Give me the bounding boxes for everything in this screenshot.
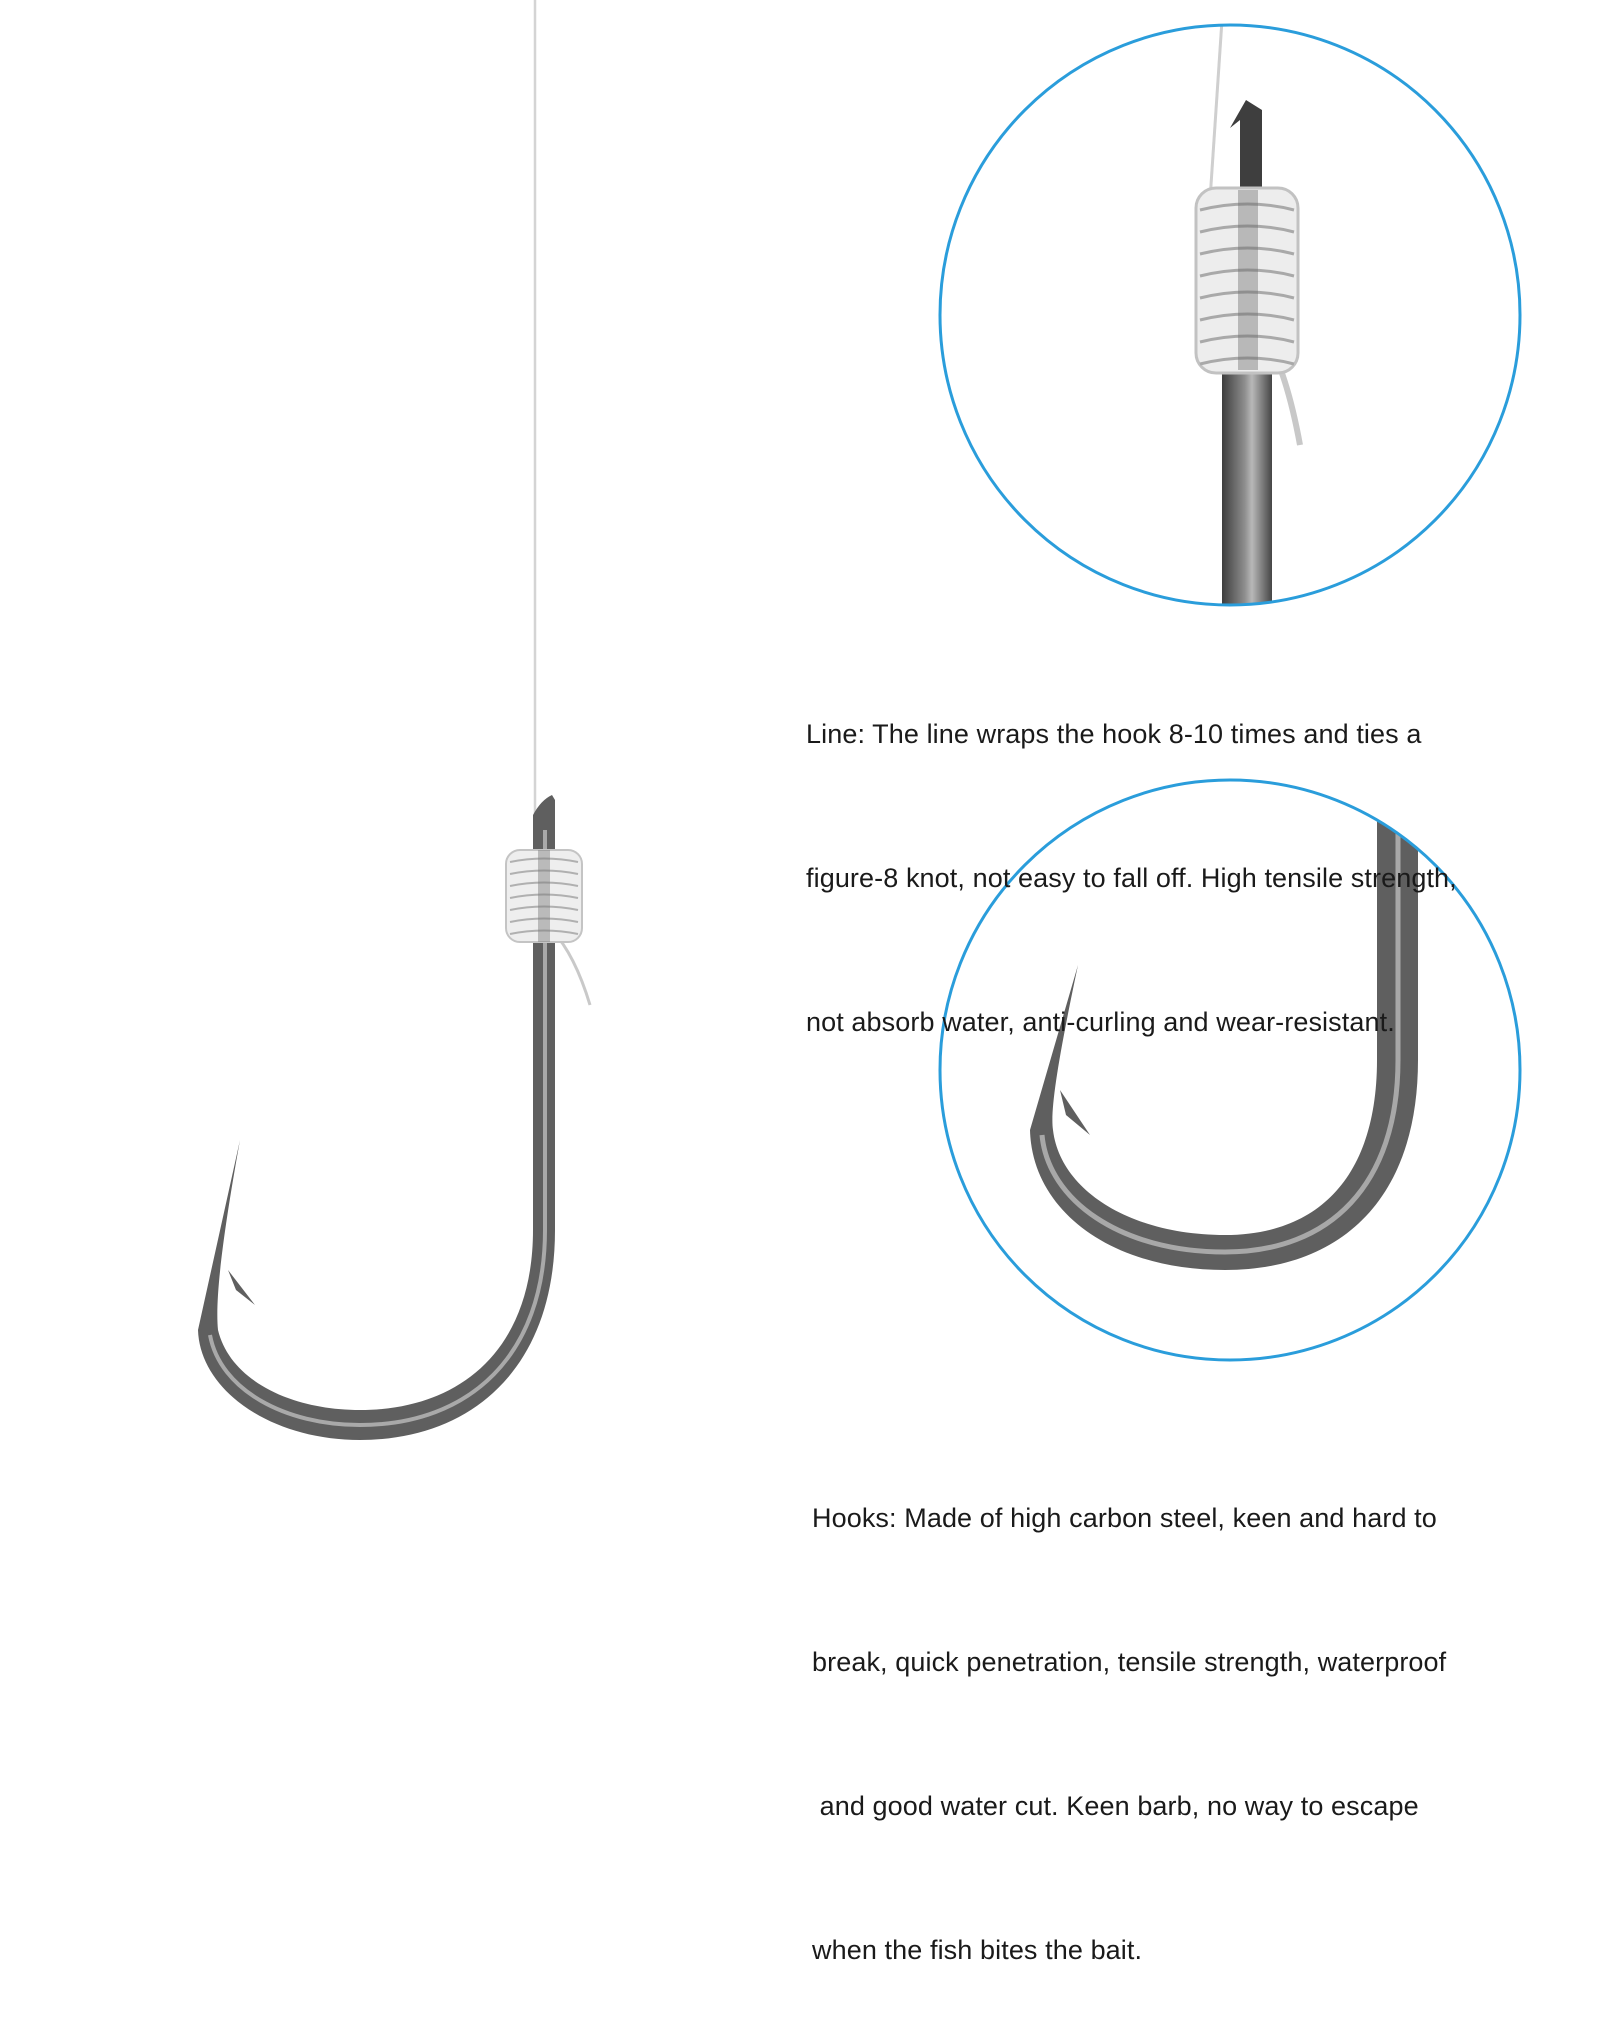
hooks-description: [812, 1398, 1446, 2022]
line-description-text: not absorb water, anti-curling and wear-resistant.: [806, 1007, 1395, 1037]
snelled-hook-with-fishing-line-icon: [198, 0, 590, 1440]
line-knot-wraps: [506, 850, 582, 942]
hooks-description-text: break, quick penetration, tensile strength, waterproof: [812, 1647, 1447, 1677]
closeup-hook-eye: [1230, 100, 1262, 200]
line-description: [806, 614, 1457, 1094]
closeup-hook-barb: [1060, 1090, 1090, 1135]
hook-barb: [228, 1270, 255, 1305]
closeup-fishing-line: [1210, 20, 1222, 200]
hooks-description-text: Hooks: Made of high carbon steel, keen and hard to: [812, 1503, 1437, 1533]
hook-highlight: [210, 830, 545, 1425]
line-description-text: Line: The line wraps the hook 8-10 times and ties a: [806, 719, 1422, 749]
hooks-description-text: when the fish bites the bait.: [812, 1935, 1143, 1965]
line-description-text: figure-8 knot, not easy to fall off. High tensile strength,: [806, 863, 1457, 893]
closeup-knot-wraps: [1196, 188, 1298, 373]
hook-shank: [198, 795, 555, 1440]
line-knot-closeup-icon: [940, 20, 1520, 615]
hooks-description-text: and good water cut. Keen barb, no way to escape: [812, 1791, 1419, 1821]
